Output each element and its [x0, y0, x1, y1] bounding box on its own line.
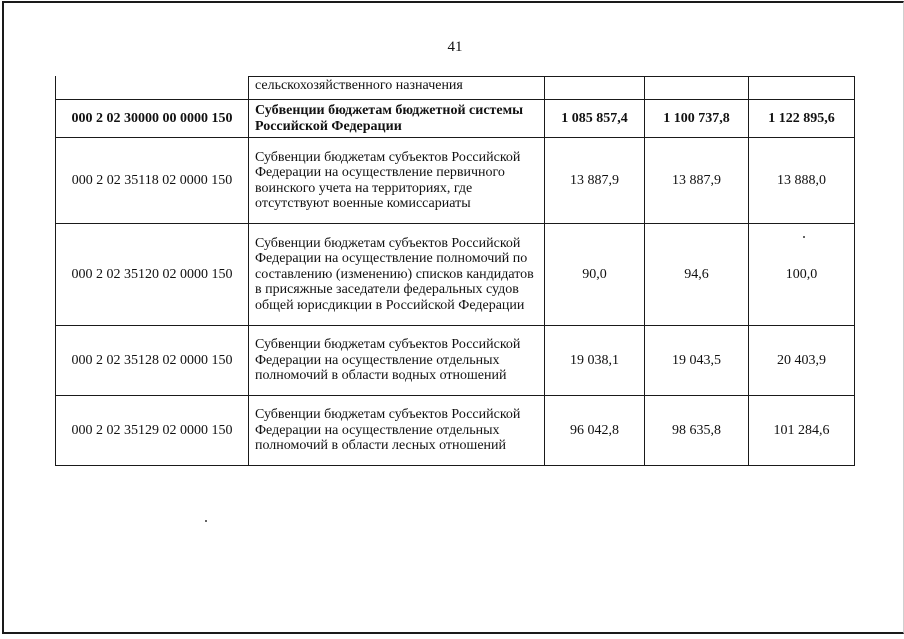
page-number: 41 [447, 39, 463, 55]
row-value-1 [545, 77, 645, 100]
table-row [56, 100, 855, 138]
row-value-2: 13 887,9 [645, 138, 749, 224]
row-value-3: 101 284,6 [749, 396, 855, 466]
row-name: Субвенции бюджетам субъектов Российской Федерации на осуществление отдельных полномочий в области водных отношений [249, 326, 545, 396]
scan-speck [205, 520, 207, 522]
row-value-1: 90,0 [545, 224, 645, 326]
row-value-3: 20 403,9 [749, 326, 855, 396]
table-row [56, 224, 855, 326]
row-name: Субвенции бюджетам бюджетной системы Российской Федерации [249, 100, 545, 138]
table-row [56, 326, 855, 396]
row-code [56, 77, 249, 100]
row-code: 000 2 02 30000 00 0000 150 [56, 100, 249, 138]
row-value-1: 96 042,8 [545, 396, 645, 466]
budget-table [55, 76, 855, 466]
row-code: 000 2 02 35118 02 0000 150 [56, 138, 249, 224]
row-code: 000 2 02 35128 02 0000 150 [56, 326, 249, 396]
scan-speck [803, 236, 805, 238]
row-value-2: 19 043,5 [645, 326, 749, 396]
row-name: Субвенции бюджетам субъектов Российской Федерации на осуществление отдельных полномочий в области лесных отношений [249, 396, 545, 466]
table-row [56, 77, 855, 100]
row-value-3: 100,0 [749, 224, 855, 326]
row-value-1: 19 038,1 [545, 326, 645, 396]
row-name: Субвенции бюджетам субъектов Российской Федерации на осуществление первичного воинского учета на территориях, где отсутствуют военные комиссариаты [249, 138, 545, 224]
table-row [56, 138, 855, 224]
row-value-2: 94,6 [645, 224, 749, 326]
row-value-3 [749, 77, 855, 100]
row-value-1: 13 887,9 [545, 138, 645, 224]
row-name: Субвенции бюджетам субъектов Российской Федерации на осуществление полномочий по составлению (изменению) списков кандидатов в присяжные заседатели федеральных судов общей юрисдикции в Российской Федерации [249, 224, 545, 326]
row-name: сельскохозяйственного назначения [249, 77, 545, 100]
table-row [56, 396, 855, 466]
row-value-1: 1 085 857,4 [545, 100, 645, 138]
row-value-2 [645, 77, 749, 100]
row-value-2: 98 635,8 [645, 396, 749, 466]
row-value-3: 1 122 895,6 [749, 100, 855, 138]
row-value-2: 1 100 737,8 [645, 100, 749, 138]
row-code: 000 2 02 35129 02 0000 150 [56, 396, 249, 466]
row-value-3: 13 888,0 [749, 138, 855, 224]
row-code: 000 2 02 35120 02 0000 150 [56, 224, 249, 326]
